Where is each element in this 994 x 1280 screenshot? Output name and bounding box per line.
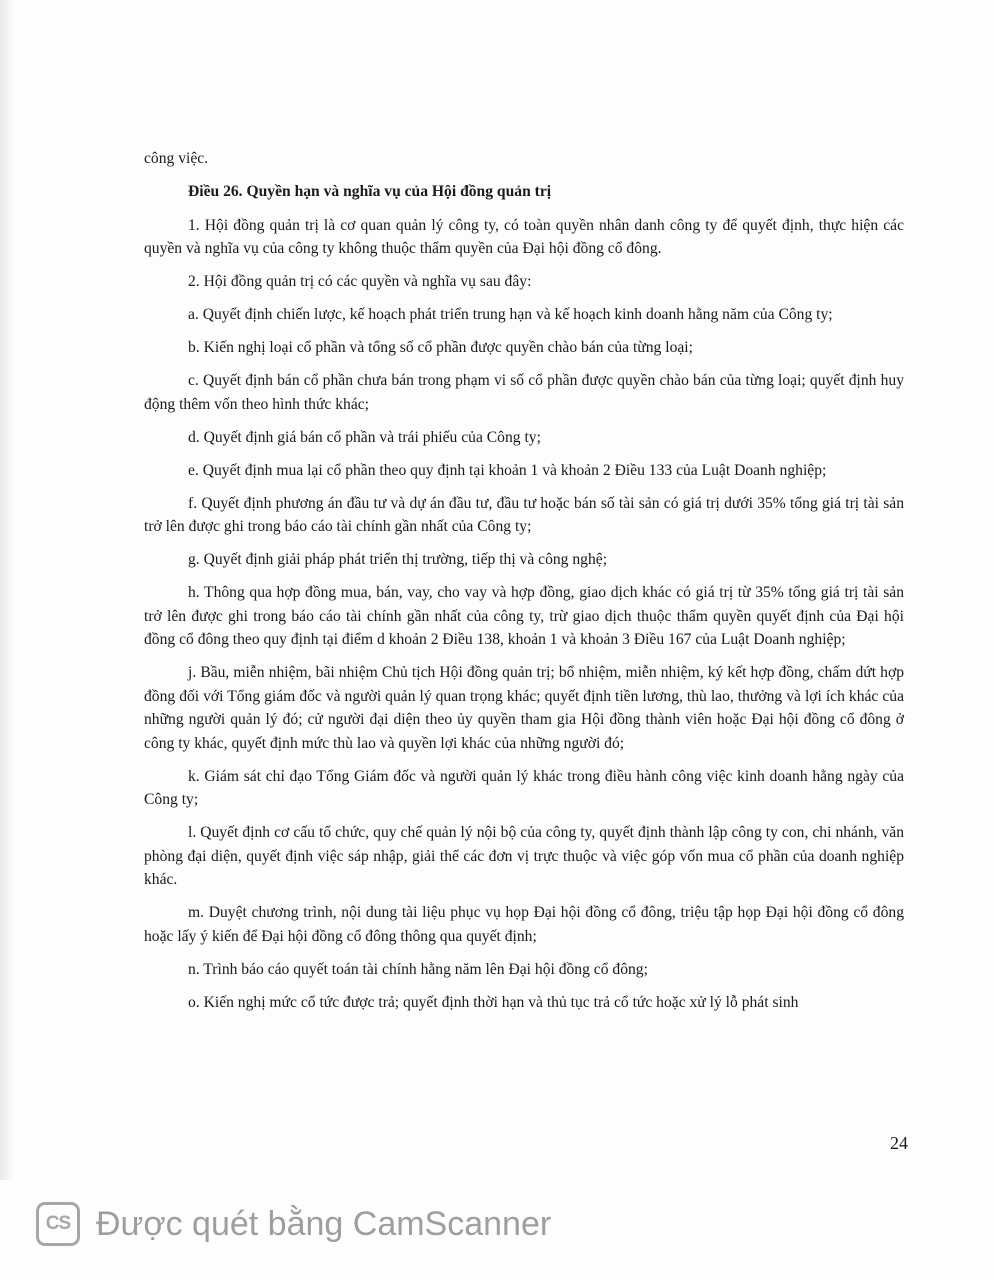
paragraph: 2. Hội đồng quản trị có các quyền và nghĩa vụ sau đây: [188, 273, 532, 290]
paragraph: o. Kiến nghị mức cổ tức được trả; quyết định thời hạn và thủ tục trả cổ tức hoặc xử lý lỗ phát sinh [188, 993, 799, 1011]
lead-line: công việc. [144, 150, 209, 167]
scan-edge-shadow [0, 0, 14, 1180]
paragraph: n. Trình báo cáo quyết toán tài chính hằng năm lên Đại hội đồng cổ đông; [188, 960, 648, 978]
page-number: 24 [890, 1133, 908, 1153]
paragraph: f. Quyết định phương án đầu tư và dự án đầu tư, đầu tư hoặc bán số tài sản có giá trị dưới 35% tổng giá trị tài sản trở lên được ghi trong báo cáo tài chính gần nhất của Công ty; [144, 494, 904, 535]
paragraph: l. Quyết định cơ cấu tổ chức, quy chế quản lý nội bộ của công ty, quyết định thành lập công ty con, chi nhánh, văn phòng đại diện, quyết định việc sáp nhập, giải thể các đơn vị trực thuộc và việc góp vốn mua cổ phần của doanh nghiệp khác. [144, 824, 904, 888]
paragraph: g. Quyết định giải pháp phát triển thị trường, tiếp thị và công nghệ; [188, 551, 608, 568]
paragraph: h. Thông qua hợp đồng mua, bán, vay, cho vay và hợp đồng, giao dịch khác có giá trị từ 35% tổng giá trị tài sản trở lên được ghi trong báo cáo tài chính gần nhất của công ty, trừ giao dịch thuộc thẩm quyền quyết định của Đại hội đồng cổ đông theo quy định tại điểm d khoản 2 Điều 138, khoản 1 và khoản 3 Điều 167 của Luật Doanh nghiệp; [144, 584, 904, 648]
paragraph: d. Quyết định giá bán cổ phần và trái phiếu của Công ty; [188, 428, 541, 446]
watermark-text: Được quét bằng CamScanner [96, 1204, 552, 1243]
document-body [144, 147, 904, 1024]
paragraph: c. Quyết định bán cổ phần chưa bán trong phạm vi số cổ phần được quyền chào bán của từng loại; quyết định huy động thêm vốn theo hình thức khác; [144, 372, 904, 413]
paragraph: a. Quyết định chiến lược, kế hoạch phát triển trung hạn và kế hoạch kinh doanh hằng năm của Công ty; [188, 306, 833, 323]
article-heading: Điều 26. Quyền hạn và nghĩa vụ của Hội đồng quản trị [188, 183, 552, 200]
paragraph: b. Kiến nghị loại cổ phần và tổng số cổ phần được quyền chào bán của từng loại; [188, 339, 693, 356]
paragraph: j. Bầu, miễn nhiệm, bãi nhiệm Chủ tịch Hội đồng quản trị; bổ nhiệm, miễn nhiệm, ký kết hợp đồng, chấm dứt hợp đồng đối với Tổng giám đốc và người quản lý quan trọng khác; quyết định tiền lương, thù lao, thưởng và lợi ích khác của những người quản lý đó; cử người đại diện theo ủy quyền tham gia Hội đồng thành viên hoặc Đại hội đồng cổ đông ở công ty khác, quyết định mức thù lao và quyền lợi khác của những người đó; [144, 664, 904, 752]
camscanner-logo-icon: CS [36, 1202, 80, 1246]
paragraph: e. Quyết định mua lại cổ phần theo quy định tại khoản 1 và khoản 2 Điều 133 của Luật Doanh nghiệp; [188, 461, 827, 479]
camscanner-watermark [36, 1198, 551, 1250]
paragraph: 1. Hội đồng quản trị là cơ quan quản lý công ty, có toàn quyền nhân danh công ty để quyết định, thực hiện các quyền và nghĩa vụ của công ty không thuộc thẩm quyền của Đại hội đồng cổ đông. [144, 216, 904, 257]
paragraph: k. Giám sát chỉ đạo Tổng Giám đốc và người quản lý khác trong điều hành công việc kinh doanh hằng ngày của Công ty; [144, 767, 904, 808]
paragraph: m. Duyệt chương trình, nội dung tài liệu phục vụ họp Đại hội đồng cổ đông, triệu tập họp Đại hội đồng cổ đông hoặc lấy ý kiến để Đại hội đồng cổ đông thông qua quyết định; [144, 904, 904, 945]
